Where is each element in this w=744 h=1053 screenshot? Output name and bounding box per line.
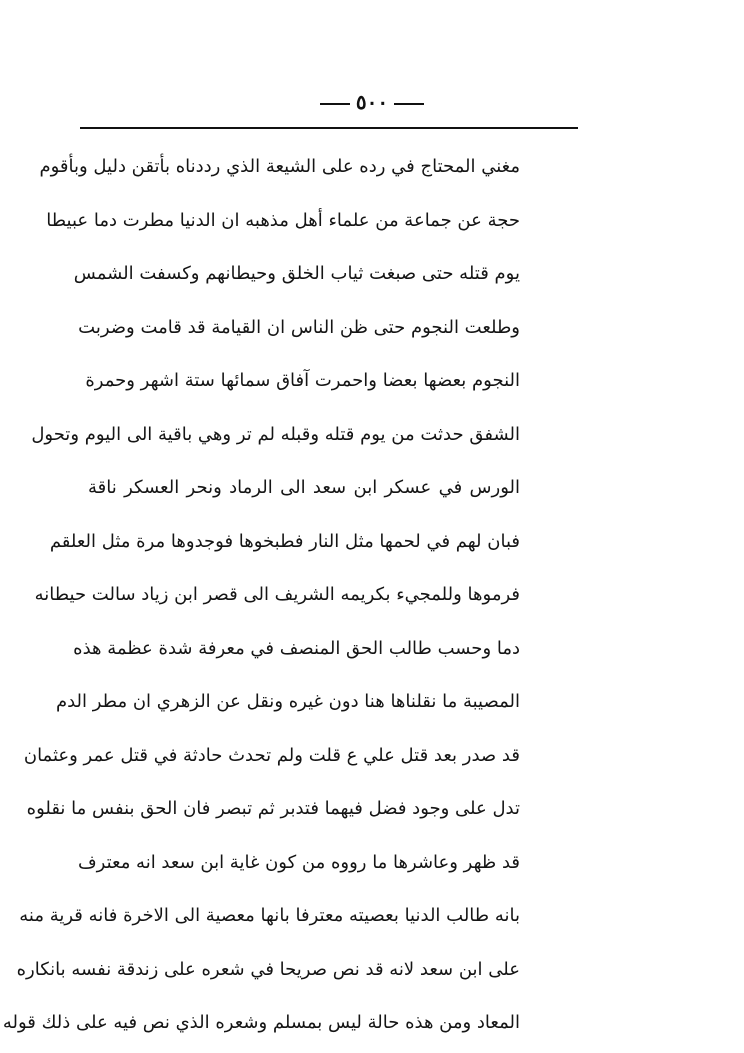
text-line-9: فرموها وللمجيء بكريمه الشريف الى قصر ابن زياد سالت حيطانه [34,584,520,605]
text-line-6: الشفق حدثت من يوم قتله وقبله لم تر وهي باقية الى اليوم وتحول [31,423,520,445]
text-line-4: وطلعت النجوم حتى ظن الناس ان القيامة قد قامت وضربت [78,316,520,338]
left-dash [320,103,350,105]
text-line-11: المصيبة ما نقلناها هنا دون غيره ونقل عن الزهري ان مطر الدم [55,691,520,712]
body-text [2,140,520,1050]
right-dash [394,103,424,105]
text-line-1: مغني المحتاج في رده على الشيعة الذي رددناه بأتقن دليل وبأقوم [39,156,520,177]
text-line-3: يوم قتله حتى صبغت ثياب الخلق وحيطانهم وكسفت الشمس [73,263,520,284]
page-number: ٥٠٠ [355,90,389,114]
text-line-10: دما وحسب طالب الحق المنصف في معرفة شدة عظمة هذه [73,637,520,659]
text-line-14: قد ظهر وعاشرها ما رووه من كون غاية ابن سعد انه معترف [77,851,520,873]
text-line-5: النجوم بعضها بعضا واحمرت آفاق سمائها ستة اشهر وحمرة [85,370,520,391]
text-line-8: فبان لهم في لحمها مثل النار فطبخوها فوجدوها مرة مثل العلقم [49,530,520,552]
text-line-2: حجة عن جماعة من علماء أهل مذهبه ان الدنيا مطرت دما عبيطا [46,209,520,231]
text-line-12: قد صدر بعد قتل علي ع قلت ولم تحدث حادثة في قتل عمر وعثمان [23,744,520,766]
page-number-header [0,90,744,114]
text-line-16: على ابن سعد لانه قد نص صريحا في شعره على زندقة نفسه بانكاره [16,958,520,980]
text-line-17: المعاد ومن هذه حالة ليس بمسلم وشعره الذي نص فيه على ذلك قوله [2,1012,520,1033]
header-rule [80,127,578,129]
text-line-7: الورس في عسكر ابن سعد الى الرماد ونحر العسكر ناقة [88,477,520,498]
text-line-15: بانه طالب الدنيا بعصيته معترفا بانها معصية الى الاخرة فانه قرية منه [19,905,520,926]
text-line-13: تدل على وجود فضل فيهما فتدبر ثم تبصر فان الحق بنفس ما نقلوه [26,798,520,819]
